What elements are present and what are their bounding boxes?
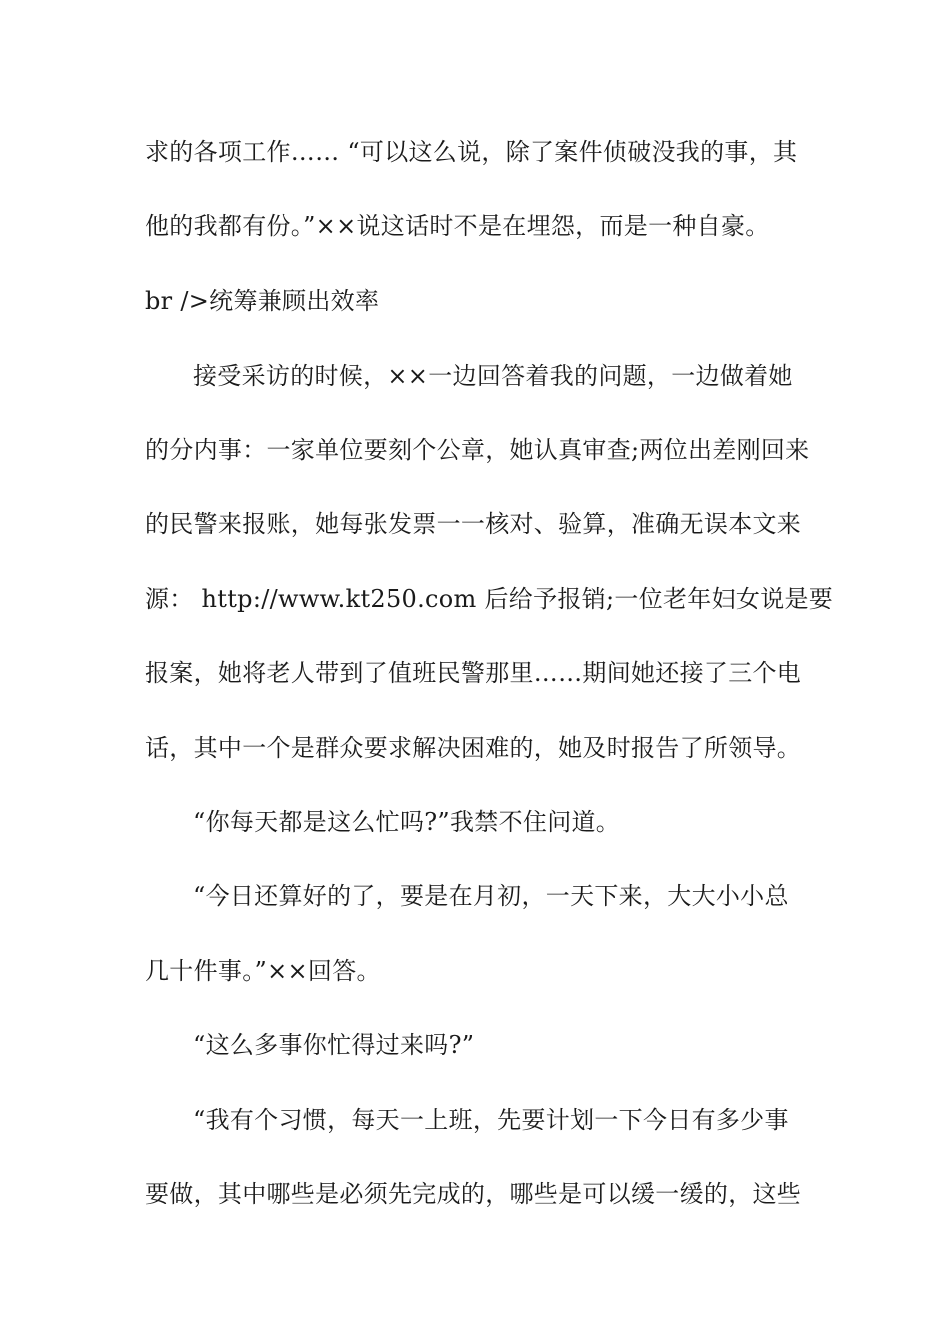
paragraph-first-line: “你每天都是这么忙吗?”我禁不住问道。 — [193, 808, 621, 836]
section-heading: br />统筹兼顾出效率 — [145, 287, 380, 315]
text-line: 的民警来报账，她每张发票一一核对、验算，准确无误本文来 — [145, 510, 802, 538]
text-line: 报案，她将老人带到了值班民警那里……期间她还接了三个电 — [145, 659, 802, 687]
text-line: 他的我都有份。”××说这话时不是在埋怨，而是一种自豪。 — [145, 212, 770, 240]
text-line: 源： http://www.kt250.com 后给予报销;一位老年妇女说是要 — [145, 585, 834, 613]
text-line: 求的各项工作…… “可以这么说，除了案件侦破没我的事，其 — [145, 138, 798, 166]
text-line: 话，其中一个是群众要求解决困难的，她及时报告了所领导。 — [145, 734, 802, 762]
text-line: 要做，其中哪些是必须先完成的，哪些是可以缓一缓的，这些 — [145, 1180, 802, 1208]
text-line: 的分内事：一家单位要刻个公章，她认真审查;两位出差刚回来 — [145, 436, 810, 464]
text-line: 几十件事。”××回答。 — [145, 957, 381, 985]
paragraph-first-line: “我有个习惯，每天一上班，先要计划一下今日有多少事 — [193, 1106, 789, 1134]
paragraph-first-line: 接受采访的时候，××一边回答着我的问题，一边做着她 — [193, 362, 793, 390]
paragraph-first-line: “今日还算好的了，要是在月初，一天下来，大大小小总 — [193, 882, 789, 910]
paragraph-first-line: “这么多事你忙得过来吗?” — [193, 1031, 475, 1059]
